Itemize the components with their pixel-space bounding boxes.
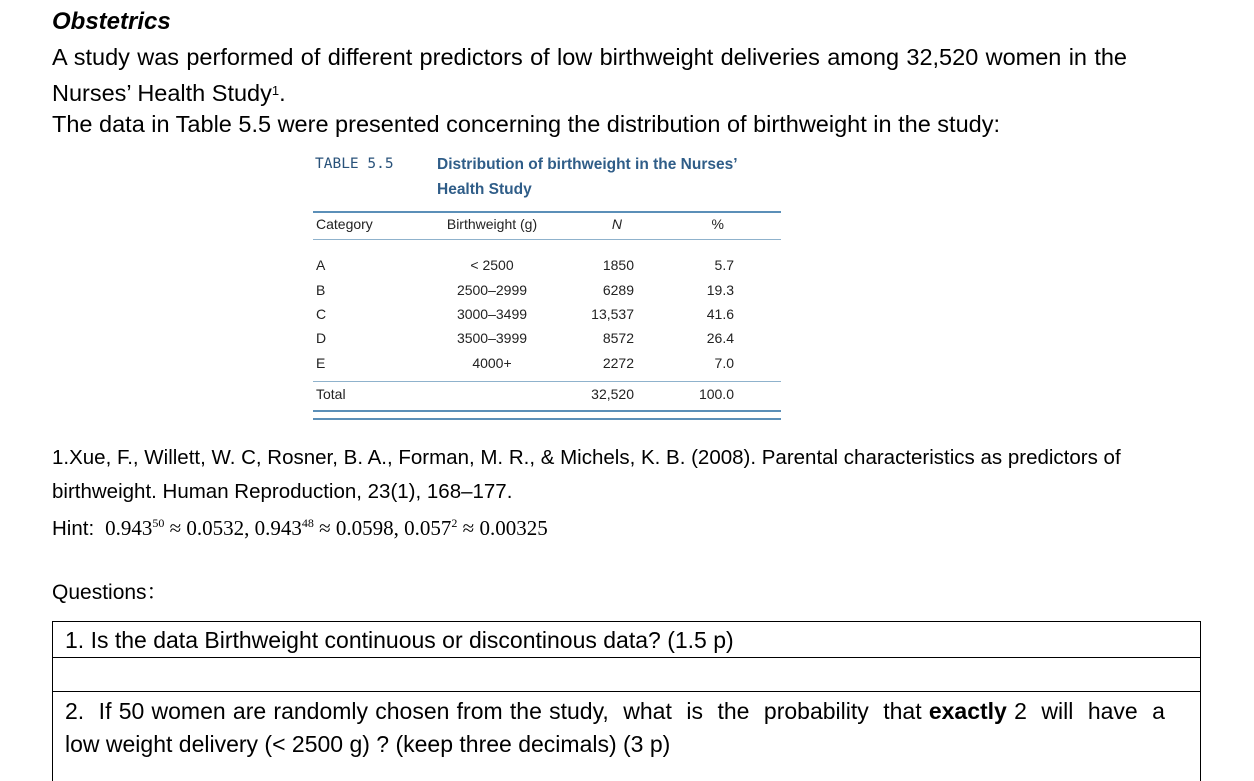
table-bottom-rule: [313, 410, 781, 412]
answer-box-1[interactable]: [52, 657, 1201, 692]
cell-total-percent: 100.0: [698, 386, 734, 402]
question-1-text: 1. Is the data Birthweight continuous or discontinous data? (1.5 p): [65, 627, 734, 653]
hint-base-3: 0.057: [404, 516, 452, 540]
column-header-n: N: [611, 216, 622, 232]
cell-birthweight: < 2500: [470, 257, 514, 273]
cell-total-n: 32,520: [591, 386, 634, 402]
column-header-percent: %: [711, 216, 724, 232]
hint-line: [52, 509, 548, 543]
hint-value-2: ≈ 0.0598,: [319, 516, 399, 540]
cell-category: C: [316, 306, 327, 322]
question-2-text: [65, 695, 1178, 761]
intro-paragraph: [52, 41, 1127, 110]
table-intro-paragraph: The data in Table 5.5 were presented concerning the distribution of birthweight in the study:: [52, 111, 1000, 137]
cell-percent: 26.4: [706, 330, 734, 346]
cell-percent: 41.6: [706, 306, 734, 322]
reference-citation: 1.Xue, F., Willett, W. C, Rosner, B. A., Forman, M. R., & Michels, K. B. (2008). Parental characteristics as predictors of birthweight. Human Reproduction, 23(1), 168–177.: [52, 446, 1121, 503]
footnote-mark: 1: [271, 83, 280, 98]
hint-base-1: 0.943: [105, 516, 153, 540]
question-box-1: [52, 621, 1201, 658]
table-top-rule: [313, 211, 781, 213]
hint-exponent-3: 2: [451, 516, 458, 530]
hint-value-1: ≈ 0.0532,: [169, 516, 250, 540]
table-title: Distribution of birthweight in the Nurses’ Health Study: [437, 156, 737, 198]
hint-value-3: ≈ 0.00325: [462, 516, 548, 540]
cell-percent: 19.3: [706, 282, 734, 298]
intro-end: .: [279, 80, 286, 106]
column-header-category: Category: [316, 216, 373, 232]
cell-percent: 7.0: [714, 355, 734, 371]
hint-exponent-2: 48: [301, 516, 314, 530]
column-header-birthweight: Birthweight (g): [446, 216, 538, 232]
cell-category: D: [316, 330, 327, 346]
hint-base-2: 0.943: [254, 516, 302, 540]
cell-birthweight: 2500–2999: [456, 282, 528, 298]
cell-category: E: [316, 355, 326, 371]
intro-text: A study was performed of different predictors of low birthweight deliveries among 32,520 women in the Nurses’ Health Study: [52, 44, 1127, 106]
cell-n: 13,537: [591, 306, 634, 322]
table-header-rule: [313, 239, 781, 240]
table-bottom-rule-2: [313, 418, 781, 420]
cell-n: 6289: [602, 282, 634, 298]
question-2-emphasis: exactly: [928, 698, 1007, 724]
cell-n: 8572: [602, 330, 634, 346]
cell-category: A: [316, 257, 326, 273]
cell-n: 2272: [602, 355, 634, 371]
cell-birthweight: 3500–3999: [456, 330, 528, 346]
question-2-before: 2. If 50 women are randomly chosen from the study, what is the probability that: [65, 698, 929, 724]
hint-exponent-1: 50: [152, 516, 165, 530]
cell-birthweight: 4000+: [472, 355, 512, 371]
questions-label: Questions：: [52, 581, 168, 604]
table-total-rule: [313, 381, 781, 382]
cell-percent: 5.7: [714, 257, 734, 273]
section-heading: Obstetrics: [52, 8, 171, 35]
hint-label: Hint:: [52, 517, 95, 540]
cell-total-label: Total: [316, 386, 346, 402]
question-2-after: 2 will have a low weight delivery (< 2500 g) ? (keep three decimals) (3 p): [65, 698, 1178, 757]
table-number: TABLE 5.5: [315, 156, 394, 172]
cell-n: 1850: [602, 257, 634, 273]
hint-math: [100, 516, 548, 540]
question-box-2: [52, 691, 1201, 781]
cell-category: B: [316, 282, 326, 298]
cell-birthweight: 3000–3499: [456, 306, 528, 322]
